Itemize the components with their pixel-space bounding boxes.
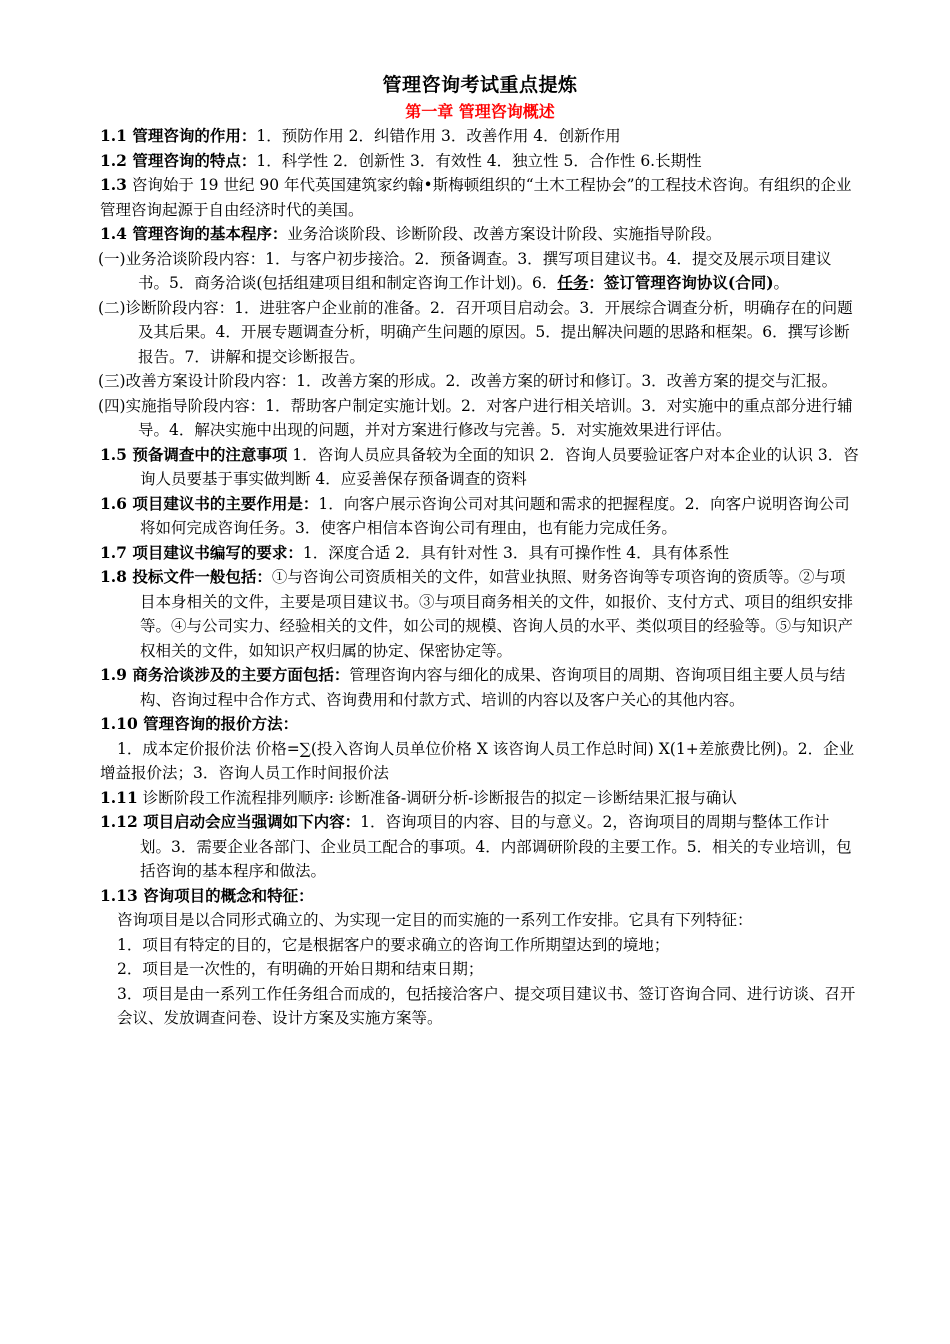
section-label: 1.2 管理咨询的特点： xyxy=(100,150,257,170)
section-text: 1．预防作用 2．纠错作用 3．改善作用 4．创新作用 xyxy=(256,127,621,145)
stage-2-paragraph: (二)诊断阶段内容：1．进驻客户企业前的准备。2．召开项目启动会。3．开展综合调查分析，明确存在的问题及其后果。4．开展专题调查分析，明确产生问题的原因。5．提出解决问题的思路和框架。6．撰写诊断报告。7．讲解和提交诊断报告。 xyxy=(98,298,853,366)
section-1-13-heading xyxy=(100,884,860,909)
section-text: 诊断阶段工作流程排列顺序: 诊断准备-调研分析-诊断报告的拟定－诊断结果汇报与确认 xyxy=(137,788,737,807)
section-1-7 xyxy=(100,541,860,566)
section-text: 1．咨询人员应具备较为全面的知识 2．咨询人员要验证客户对本企业的认识 3．咨询人员要基于事实做判断 4．应妥善保存预备调查的资料 xyxy=(140,445,859,488)
section-label: 1.7 项目建议书编写的要求： xyxy=(100,542,303,562)
section-label: 1.3 xyxy=(100,175,127,194)
section-1-1 xyxy=(100,124,860,149)
stage-4-paragraph: (四)实施指导阶段内容：1．帮助客户制定实施计划。2．对客户进行相关培训。3．对实施中的重点部分进行辅导。4．解决实施中出现的问题，并对方案进行修改与完善。5．对实施效果进行评估。 xyxy=(98,396,853,439)
section-label: 1.9 商务洽谈涉及的主要方面包括： xyxy=(100,665,350,684)
section-text: 管理咨询内容与细化的成果、咨询项目的周期、咨询项目组主要人员与结构、咨询过程中合作方式、咨询费用和付款方式、培训的内容以及客户关心的其他内容。 xyxy=(140,666,846,709)
section-1-8 xyxy=(100,565,860,663)
task-colon: ： xyxy=(588,273,604,292)
section-text: 1．咨询项目的内容、目的与意义。2，咨询项目的周期与整体工作计划。3．需要企业各部门、企业员工配合的事项。4．内部调研阶段的主要工作。5．相关的专业培训，包括咨询的基本程序和做法。 xyxy=(140,813,852,880)
task-label: 任务 xyxy=(557,273,589,292)
section-1-10-heading xyxy=(100,712,860,737)
stage-end: 。 xyxy=(773,274,790,292)
stage-1-paragraph xyxy=(98,247,860,296)
section-1-10-text: 1．成本定价报价法 价格=∑(投入咨询人员单位价格 X 该咨询人员工作总时间) X(1+差旅费比例)。2．企业增益报价法；3．咨询人员工作时间报价法 xyxy=(100,739,855,782)
document-body xyxy=(100,72,860,1031)
section-1-9 xyxy=(100,663,860,712)
section-text: 1．向客户展示咨询公司对其问题和需求的把握程度。2．向客户说明咨询公司将如何完成咨询任务。3．使客户相信本咨询公司有理由，也有能力完成任务。 xyxy=(140,494,850,537)
stage-3-paragraph: (三)改善方案设计阶段内容：1．改善方案的形成。2．改善方案的研讨和修订。3．改善方案的提交与汇报。 xyxy=(98,372,838,390)
section-1-6 xyxy=(100,492,860,541)
stage-text: (一)业务洽谈阶段内容：1．与客户初步接洽。2．预备调查。3．撰写项目建议书。4．提交及展示项目建议书。5．商务洽谈(包括组建项目组和制定咨询工作计划)。6． xyxy=(98,249,832,292)
section-1-5 xyxy=(100,443,860,492)
task-bold-text: 签订管理咨询协议(合同) xyxy=(603,273,774,292)
section-label: 1.11 xyxy=(100,787,138,807)
section-label: 1.1 管理咨询的作用： xyxy=(100,126,257,145)
section-1-13-text: 咨询项目是以合同形式确立的、为实现一定目的而实施的一系列工作安排。它具有下列特征： xyxy=(117,911,753,929)
feature-item-3: 3．项目是由一系列工作任务组合而成的，包括接洽客户、提交项目建议书、签订咨询合同、进行访谈、召开会议、发放调查问卷、设计方案及实施方案等。 xyxy=(117,984,856,1027)
section-text: 1．科学性 2．创新性 3．有效性 4．独立性 5．合作性 6.长期性 xyxy=(256,151,702,170)
section-1-11 xyxy=(100,786,860,811)
section-label: 1.10 管理咨询的报价方法： xyxy=(100,714,299,733)
section-label: 1.8 投标文件一般包括： xyxy=(100,567,272,586)
section-label: 1.6 项目建议书的主要作用是： xyxy=(100,493,319,513)
section-1-3 xyxy=(100,173,860,222)
section-label: 1.13 咨询项目的概念和特征： xyxy=(100,885,314,905)
section-text: 咨询始于 19 世纪 90 年代英国建筑家约翰•斯梅顿组织的“土木工程协会”的工程技术咨询。有组织的企业管理咨询起源于自由经济时代的美国。 xyxy=(100,176,852,219)
section-1-12 xyxy=(100,810,860,884)
chapter-heading: 第一章 管理咨询概述 xyxy=(405,102,555,121)
section-text: 业务洽谈阶段、诊断阶段、改善方案设计阶段、实施指导阶段。 xyxy=(287,225,722,243)
section-label: 1.5 预备调查中的注意事项 xyxy=(100,444,288,464)
section-text: 1．深度合适 2．具有针对性 3．具有可操作性 4．具有体系性 xyxy=(302,543,730,562)
section-text: ①与咨询公司资质相关的文件，如营业执照、财务咨询等专项咨询的资质等。②与项目本身相关的文件，主要是项目建议书。③与项目商务相关的文件，如报价、支付方式、项目的组织安排等。④与公司实力、经验相关的文件，如公司的规模、咨询人员的水平、类似项目的经验等。⑤与知识产权相关的文件，如知识产权归属的协定、保密协定等。 xyxy=(140,568,854,660)
document-title: 管理咨询考试重点提炼 xyxy=(382,74,578,96)
feature-item-2: 2．项目是一次性的，有明确的开始日期和结束日期； xyxy=(117,960,484,978)
section-1-4 xyxy=(100,222,860,247)
feature-item-1: 1．项目有特定的目的，它是根据客户的要求确立的咨询工作所期望达到的境地； xyxy=(117,935,670,954)
section-label: 1.4 管理咨询的基本程序： xyxy=(100,224,288,243)
section-1-2 xyxy=(100,149,860,174)
section-label: 1.12 项目启动会应当强调如下内容： xyxy=(100,812,361,831)
